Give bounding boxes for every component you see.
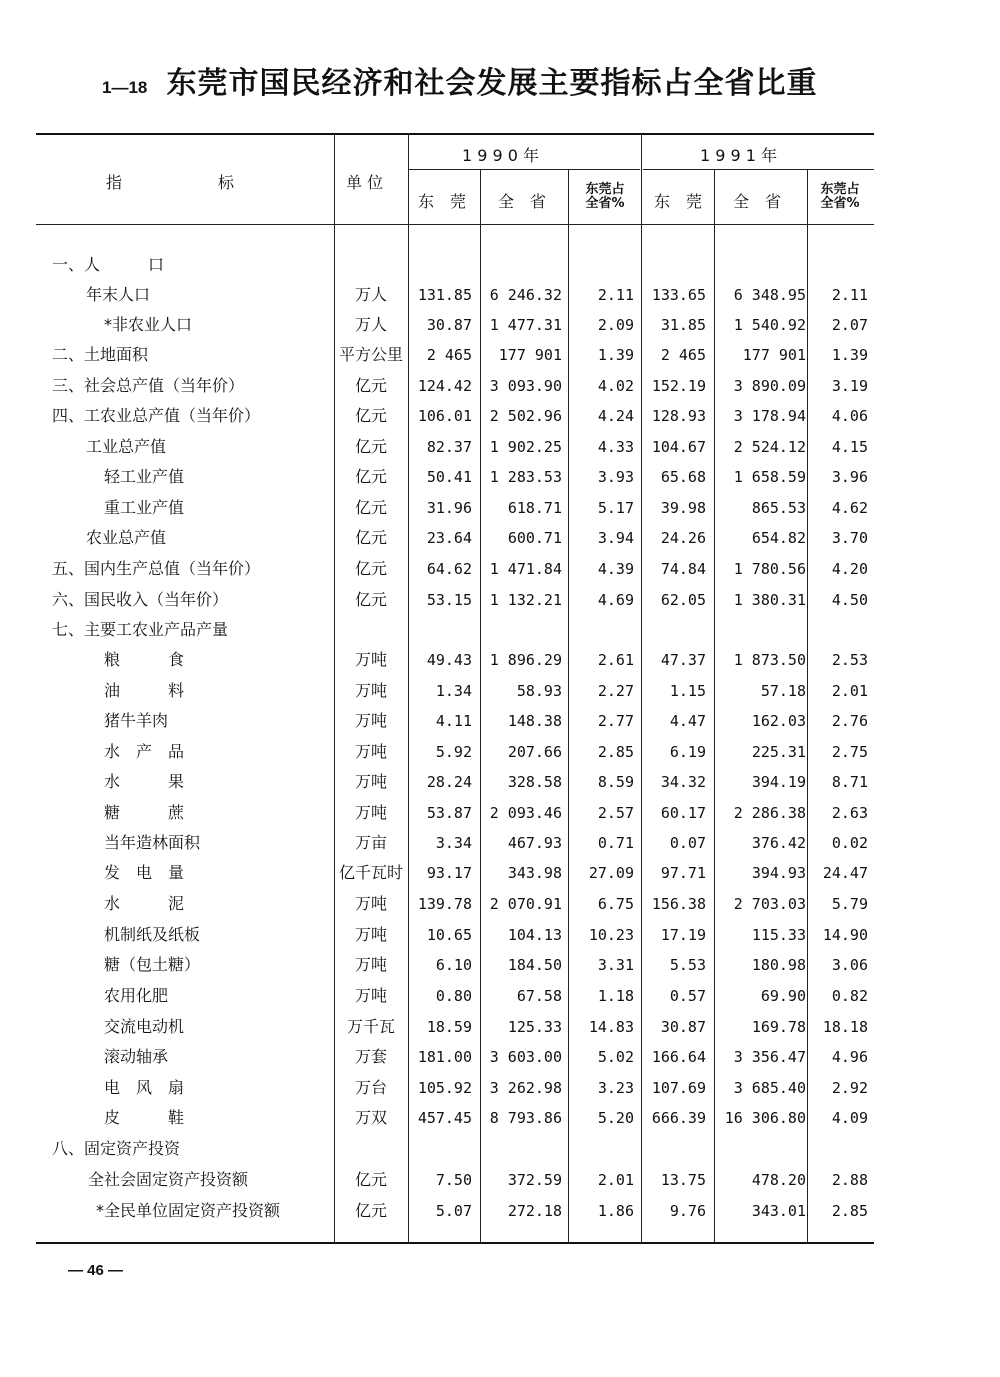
table-row bbox=[0, 284, 1000, 314]
table-row bbox=[0, 558, 1000, 588]
cell-province-1990: 2 502.96 bbox=[489, 407, 562, 425]
cell-dongguan-1991: 47.37 bbox=[660, 651, 706, 669]
header-share-1990: 东莞占 全省% bbox=[585, 182, 625, 211]
cell-dongguan-1990: 23.64 bbox=[426, 529, 472, 547]
row-label: 糖（包土糖） bbox=[104, 955, 201, 974]
cell-dongguan-1991: 4.47 bbox=[669, 712, 706, 730]
row-label: 糖 蔗 bbox=[104, 803, 185, 822]
cell-dongguan-1990: 64.62 bbox=[426, 560, 472, 578]
cell-share-1991: 2.76 bbox=[831, 712, 868, 730]
header-share-1991: 东莞占 全省% bbox=[820, 182, 860, 211]
cell-dongguan-1990: 105.92 bbox=[417, 1079, 472, 1097]
cell-dongguan-1990: 93.17 bbox=[426, 864, 472, 882]
row-label: 油 料 bbox=[104, 681, 185, 700]
cell-province-1991: 2 703.03 bbox=[733, 895, 806, 913]
cell-share-1991: 4.50 bbox=[831, 591, 868, 609]
table-row bbox=[0, 619, 1000, 649]
row-label: 农业总产值 bbox=[86, 528, 167, 547]
header-indicator: 指 标 bbox=[106, 173, 235, 192]
cell-share-1991: 8.71 bbox=[831, 773, 868, 791]
row-unit: 万吨 bbox=[354, 772, 387, 791]
cell-share-1991: 0.82 bbox=[831, 987, 868, 1005]
cell-dongguan-1991: 156.38 bbox=[651, 895, 706, 913]
row-unit: 亿千瓦时 bbox=[338, 863, 403, 882]
row-label: 年末人口 bbox=[86, 285, 151, 304]
cell-share-1990: 5.20 bbox=[597, 1109, 634, 1127]
row-label: 发 电 量 bbox=[104, 863, 185, 882]
row-unit: 万套 bbox=[354, 1047, 387, 1066]
cell-dongguan-1990: 82.37 bbox=[426, 438, 472, 456]
table-row bbox=[0, 314, 1000, 344]
cell-dongguan-1991: 107.69 bbox=[651, 1079, 706, 1097]
table-row bbox=[0, 832, 1000, 862]
cell-province-1990: 67.58 bbox=[516, 987, 562, 1005]
row-label: 猪牛羊肉 bbox=[104, 711, 169, 730]
cell-dongguan-1991: 65.68 bbox=[660, 468, 706, 486]
table-row bbox=[0, 741, 1000, 771]
cell-share-1991: 2.63 bbox=[831, 804, 868, 822]
cell-share-1990: 2.77 bbox=[597, 712, 634, 730]
row-unit: 亿元 bbox=[354, 559, 387, 578]
table-row bbox=[0, 1169, 1000, 1199]
cell-share-1990: 2.09 bbox=[597, 316, 634, 334]
cell-dongguan-1990: 1.34 bbox=[435, 682, 472, 700]
row-label: 全社会固定资产投资额 bbox=[88, 1170, 249, 1189]
cell-province-1990: 467.93 bbox=[507, 834, 562, 852]
cell-dongguan-1990: 50.41 bbox=[426, 468, 472, 486]
cell-province-1991: 2 286.38 bbox=[733, 804, 806, 822]
cell-province-1991: 1 540.92 bbox=[733, 316, 806, 334]
cell-dongguan-1990: 18.59 bbox=[426, 1018, 472, 1036]
row-label: 六、国民收入（当年价） bbox=[52, 590, 229, 609]
cell-share-1990: 3.93 bbox=[597, 468, 634, 486]
cell-share-1991: 2.88 bbox=[831, 1171, 868, 1189]
cell-share-1991: 3.19 bbox=[831, 377, 868, 395]
cell-province-1991: 225.31 bbox=[751, 743, 806, 761]
row-unit: 万台 bbox=[354, 1078, 387, 1097]
table-row bbox=[0, 893, 1000, 923]
cell-share-1991: 3.70 bbox=[831, 529, 868, 547]
cell-dongguan-1991: 17.19 bbox=[660, 926, 706, 944]
cell-share-1991: 2.53 bbox=[831, 651, 868, 669]
cell-province-1991: 1 873.50 bbox=[733, 651, 806, 669]
cell-dongguan-1990: 6.10 bbox=[435, 956, 472, 974]
cell-share-1990: 4.24 bbox=[597, 407, 634, 425]
cell-share-1991: 14.90 bbox=[822, 926, 868, 944]
cell-dongguan-1990: 4.11 bbox=[435, 712, 472, 730]
cell-dongguan-1991: 31.85 bbox=[660, 316, 706, 334]
header-unit: 单 位 bbox=[346, 173, 384, 192]
cell-province-1991: 3 685.40 bbox=[733, 1079, 806, 1097]
cell-dongguan-1990: 131.85 bbox=[417, 286, 472, 304]
cell-province-1991: 394.93 bbox=[751, 864, 806, 882]
cell-share-1991: 3.96 bbox=[831, 468, 868, 486]
year-rule-1991 bbox=[643, 169, 874, 170]
table-row bbox=[0, 1107, 1000, 1137]
cell-dongguan-1990: 30.87 bbox=[426, 316, 472, 334]
row-unit: 亿元 bbox=[354, 1170, 387, 1189]
row-unit: 万人 bbox=[354, 315, 387, 334]
table-row bbox=[0, 344, 1000, 374]
cell-dongguan-1991: 104.67 bbox=[651, 438, 706, 456]
cell-share-1991: 0.02 bbox=[831, 834, 868, 852]
cell-province-1990: 8 793.86 bbox=[489, 1109, 562, 1127]
cell-share-1991: 2.11 bbox=[831, 286, 868, 304]
cell-dongguan-1991: 2 465 bbox=[660, 346, 706, 364]
cell-province-1991: 3 890.09 bbox=[733, 377, 806, 395]
table-row bbox=[0, 254, 1000, 284]
cell-share-1990: 3.94 bbox=[597, 529, 634, 547]
cell-province-1991: 394.19 bbox=[751, 773, 806, 791]
cell-province-1991: 865.53 bbox=[751, 499, 806, 517]
row-label: 轻工业产值 bbox=[104, 467, 185, 486]
cell-province-1991: 478.20 bbox=[751, 1171, 806, 1189]
table-row bbox=[0, 710, 1000, 740]
row-unit: 万吨 bbox=[354, 803, 387, 822]
cell-province-1991: 162.03 bbox=[751, 712, 806, 730]
cell-share-1991: 18.18 bbox=[822, 1018, 868, 1036]
cell-share-1990: 2.61 bbox=[597, 651, 634, 669]
cell-province-1991: 177 901 bbox=[742, 346, 806, 364]
cell-province-1990: 1 283.53 bbox=[489, 468, 562, 486]
cell-province-1991: 376.42 bbox=[751, 834, 806, 852]
cell-share-1991: 4.15 bbox=[831, 438, 868, 456]
table-title-text: 东莞市国民经济和社会发展主要指标占全省比重 bbox=[166, 66, 818, 101]
row-label: 二、土地面积 bbox=[52, 345, 149, 364]
cell-dongguan-1990: 28.24 bbox=[426, 773, 472, 791]
cell-dongguan-1991: 39.98 bbox=[660, 499, 706, 517]
cell-province-1990: 2 093.46 bbox=[489, 804, 562, 822]
table-row bbox=[0, 862, 1000, 892]
row-unit: 亿元 bbox=[354, 528, 387, 547]
row-unit: 万人 bbox=[354, 285, 387, 304]
top-rule bbox=[36, 133, 874, 135]
cell-dongguan-1990: 106.01 bbox=[417, 407, 472, 425]
cell-dongguan-1990: 139.78 bbox=[417, 895, 472, 913]
cell-share-1991: 4.06 bbox=[831, 407, 868, 425]
row-unit: 万吨 bbox=[354, 650, 387, 669]
cell-share-1991: 2.07 bbox=[831, 316, 868, 334]
table-row bbox=[0, 802, 1000, 832]
row-label: 四、工农业总产值（当年价） bbox=[52, 406, 261, 425]
row-unit: 万双 bbox=[354, 1108, 387, 1127]
page-number: — 46 — bbox=[68, 1262, 124, 1279]
row-label: 粮 食 bbox=[104, 650, 185, 669]
cell-dongguan-1991: 60.17 bbox=[660, 804, 706, 822]
cell-share-1990: 10.23 bbox=[588, 926, 634, 944]
row-label: *非农业人口 bbox=[104, 315, 193, 334]
cell-dongguan-1990: 5.07 bbox=[435, 1202, 472, 1220]
cell-province-1991: 180.98 bbox=[751, 956, 806, 974]
cell-dongguan-1991: 0.57 bbox=[669, 987, 706, 1005]
bottom-rule bbox=[36, 1242, 874, 1244]
row-label: 当年造林面积 bbox=[104, 833, 201, 852]
table-row bbox=[0, 954, 1000, 984]
cell-province-1991: 3 356.47 bbox=[733, 1048, 806, 1066]
cell-province-1991: 1 380.31 bbox=[733, 591, 806, 609]
cell-province-1991: 343.01 bbox=[751, 1202, 806, 1220]
row-label: 皮 鞋 bbox=[104, 1108, 185, 1127]
cell-dongguan-1991: 1.15 bbox=[669, 682, 706, 700]
cell-province-1991: 1 658.59 bbox=[733, 468, 806, 486]
cell-dongguan-1991: 13.75 bbox=[660, 1171, 706, 1189]
cell-share-1991: 3.06 bbox=[831, 956, 868, 974]
row-unit: 万千瓦 bbox=[346, 1017, 395, 1036]
row-unit: 万吨 bbox=[354, 955, 387, 974]
cell-dongguan-1990: 457.45 bbox=[417, 1109, 472, 1127]
cell-dongguan-1990: 53.15 bbox=[426, 591, 472, 609]
cell-province-1990: 272.18 bbox=[507, 1202, 562, 1220]
row-unit: 亿元 bbox=[354, 437, 387, 456]
table-row bbox=[0, 1138, 1000, 1168]
row-label: 机制纸及纸板 bbox=[104, 925, 201, 944]
cell-share-1990: 2.85 bbox=[597, 743, 634, 761]
cell-share-1990: 2.57 bbox=[597, 804, 634, 822]
row-label: 交流电动机 bbox=[104, 1017, 185, 1036]
cell-province-1990: 3 093.90 bbox=[489, 377, 562, 395]
cell-share-1990: 6.75 bbox=[597, 895, 634, 913]
cell-province-1990: 148.38 bbox=[507, 712, 562, 730]
cell-province-1991: 6 348.95 bbox=[733, 286, 806, 304]
cell-province-1990: 343.98 bbox=[507, 864, 562, 882]
cell-province-1990: 125.33 bbox=[507, 1018, 562, 1036]
cell-province-1990: 177 901 bbox=[498, 346, 562, 364]
cell-share-1991: 5.79 bbox=[831, 895, 868, 913]
row-unit: 万吨 bbox=[354, 986, 387, 1005]
row-label: 重工业产值 bbox=[104, 498, 185, 517]
cell-share-1990: 2.01 bbox=[597, 1171, 634, 1189]
cell-share-1990: 8.59 bbox=[597, 773, 634, 791]
cell-share-1990: 14.83 bbox=[588, 1018, 634, 1036]
cell-province-1991: 57.18 bbox=[760, 682, 806, 700]
cell-province-1990: 1 477.31 bbox=[489, 316, 562, 334]
row-label: 一、人 口 bbox=[52, 255, 165, 274]
row-label: *全民单位固定资产投资额 bbox=[96, 1201, 281, 1220]
cell-province-1990: 184.50 bbox=[507, 956, 562, 974]
cell-dongguan-1991: 24.26 bbox=[660, 529, 706, 547]
cell-share-1991: 4.20 bbox=[831, 560, 868, 578]
table-row bbox=[0, 924, 1000, 954]
table-row bbox=[0, 497, 1000, 527]
header-province-1990: 全 省 bbox=[498, 192, 547, 211]
cell-province-1991: 69.90 bbox=[760, 987, 806, 1005]
row-label: 水 产 品 bbox=[104, 742, 185, 761]
table-row bbox=[0, 1046, 1000, 1076]
table-row bbox=[0, 466, 1000, 496]
cell-province-1990: 618.71 bbox=[507, 499, 562, 517]
row-unit: 万吨 bbox=[354, 711, 387, 730]
cell-dongguan-1991: 0.07 bbox=[669, 834, 706, 852]
cell-share-1990: 4.02 bbox=[597, 377, 634, 395]
cell-province-1990: 328.58 bbox=[507, 773, 562, 791]
year-rule-1990 bbox=[408, 169, 640, 170]
cell-dongguan-1991: 166.64 bbox=[651, 1048, 706, 1066]
cell-dongguan-1990: 3.34 bbox=[435, 834, 472, 852]
table-title bbox=[102, 58, 817, 102]
cell-share-1990: 1.86 bbox=[597, 1202, 634, 1220]
cell-share-1990: 0.71 bbox=[597, 834, 634, 852]
cell-province-1990: 3 603.00 bbox=[489, 1048, 562, 1066]
cell-share-1991: 4.96 bbox=[831, 1048, 868, 1066]
cell-province-1991: 1 780.56 bbox=[733, 560, 806, 578]
row-label: 电 风 扇 bbox=[104, 1078, 185, 1097]
cell-dongguan-1990: 181.00 bbox=[417, 1048, 472, 1066]
table-row bbox=[0, 405, 1000, 435]
cell-share-1990: 1.18 bbox=[597, 987, 634, 1005]
cell-dongguan-1990: 49.43 bbox=[426, 651, 472, 669]
cell-share-1990: 3.31 bbox=[597, 956, 634, 974]
cell-dongguan-1991: 133.65 bbox=[651, 286, 706, 304]
cell-dongguan-1990: 10.65 bbox=[426, 926, 472, 944]
row-label: 水 泥 bbox=[104, 894, 185, 913]
cell-province-1990: 1 896.29 bbox=[489, 651, 562, 669]
cell-dongguan-1990: 124.42 bbox=[417, 377, 472, 395]
cell-dongguan-1991: 34.32 bbox=[660, 773, 706, 791]
cell-share-1990: 4.39 bbox=[597, 560, 634, 578]
cell-share-1991: 4.09 bbox=[831, 1109, 868, 1127]
row-label: 农用化肥 bbox=[104, 986, 169, 1005]
row-label: 七、主要工农业产品产量 bbox=[52, 620, 229, 639]
row-unit: 亿元 bbox=[354, 406, 387, 425]
cell-share-1990: 1.39 bbox=[597, 346, 634, 364]
table-row bbox=[0, 771, 1000, 801]
cell-dongguan-1991: 74.84 bbox=[660, 560, 706, 578]
cell-province-1990: 372.59 bbox=[507, 1171, 562, 1189]
header-year-1991: 1 9 9 1 年 bbox=[700, 146, 778, 165]
table-row bbox=[0, 649, 1000, 679]
cell-share-1990: 5.17 bbox=[597, 499, 634, 517]
cell-province-1990: 2 070.91 bbox=[489, 895, 562, 913]
table-row bbox=[0, 1200, 1000, 1230]
row-label: 八、固定资产投资 bbox=[52, 1139, 181, 1158]
cell-share-1990: 4.33 bbox=[597, 438, 634, 456]
row-unit: 亿元 bbox=[354, 467, 387, 486]
cell-dongguan-1990: 2 465 bbox=[426, 346, 472, 364]
table-row bbox=[0, 589, 1000, 619]
row-unit: 亿元 bbox=[354, 376, 387, 395]
table-row bbox=[0, 375, 1000, 405]
cell-province-1990: 6 246.32 bbox=[489, 286, 562, 304]
row-label: 五、国内生产总值（当年价） bbox=[52, 559, 261, 578]
cell-province-1991: 16 306.80 bbox=[724, 1109, 806, 1127]
cell-share-1991: 2.92 bbox=[831, 1079, 868, 1097]
row-unit: 亿元 bbox=[354, 590, 387, 609]
cell-dongguan-1990: 53.87 bbox=[426, 804, 472, 822]
header-province-1991: 全 省 bbox=[733, 192, 782, 211]
row-label: 三、社会总产值（当年价） bbox=[52, 376, 245, 395]
cell-share-1990: 27.09 bbox=[588, 864, 634, 882]
cell-province-1990: 58.93 bbox=[516, 682, 562, 700]
cell-dongguan-1991: 5.53 bbox=[669, 956, 706, 974]
cell-share-1991: 1.39 bbox=[831, 346, 868, 364]
cell-dongguan-1990: 7.50 bbox=[435, 1171, 472, 1189]
row-unit: 万吨 bbox=[354, 925, 387, 944]
cell-share-1990: 3.23 bbox=[597, 1079, 634, 1097]
cell-province-1990: 600.71 bbox=[507, 529, 562, 547]
cell-share-1991: 2.75 bbox=[831, 743, 868, 761]
cell-dongguan-1990: 0.80 bbox=[435, 987, 472, 1005]
row-label: 工业总产值 bbox=[86, 437, 167, 456]
cell-province-1990: 104.13 bbox=[507, 926, 562, 944]
table-row bbox=[0, 527, 1000, 557]
cell-dongguan-1991: 30.87 bbox=[660, 1018, 706, 1036]
cell-share-1991: 24.47 bbox=[822, 864, 868, 882]
cell-dongguan-1990: 5.92 bbox=[435, 743, 472, 761]
table-row bbox=[0, 436, 1000, 466]
row-unit: 平方公里 bbox=[338, 345, 403, 364]
row-unit: 万亩 bbox=[354, 833, 387, 852]
cell-share-1991: 4.62 bbox=[831, 499, 868, 517]
cell-province-1990: 3 262.98 bbox=[489, 1079, 562, 1097]
cell-dongguan-1991: 97.71 bbox=[660, 864, 706, 882]
cell-share-1990: 5.02 bbox=[597, 1048, 634, 1066]
cell-share-1990: 2.11 bbox=[597, 286, 634, 304]
cell-share-1990: 2.27 bbox=[597, 682, 634, 700]
table-row bbox=[0, 985, 1000, 1015]
row-unit: 万吨 bbox=[354, 894, 387, 913]
cell-dongguan-1991: 666.39 bbox=[651, 1109, 706, 1127]
cell-province-1990: 1 471.84 bbox=[489, 560, 562, 578]
cell-province-1990: 1 902.25 bbox=[489, 438, 562, 456]
cell-dongguan-1991: 128.93 bbox=[651, 407, 706, 425]
table-row bbox=[0, 1016, 1000, 1046]
header-year-1990: 1 9 9 0 年 bbox=[462, 146, 540, 165]
cell-share-1990: 4.69 bbox=[597, 591, 634, 609]
cell-province-1990: 207.66 bbox=[507, 743, 562, 761]
cell-dongguan-1991: 152.19 bbox=[651, 377, 706, 395]
cell-province-1990: 1 132.21 bbox=[489, 591, 562, 609]
cell-province-1991: 2 524.12 bbox=[733, 438, 806, 456]
row-unit: 万吨 bbox=[354, 742, 387, 761]
cell-share-1991: 2.85 bbox=[831, 1202, 868, 1220]
cell-province-1991: 169.78 bbox=[751, 1018, 806, 1036]
row-label: 水 果 bbox=[104, 772, 185, 791]
cell-dongguan-1991: 6.19 bbox=[669, 743, 706, 761]
cell-share-1991: 2.01 bbox=[831, 682, 868, 700]
cell-province-1991: 3 178.94 bbox=[733, 407, 806, 425]
header-dongguan-1991: 东 莞 bbox=[654, 192, 703, 211]
row-unit: 亿元 bbox=[354, 1201, 387, 1220]
row-label: 滚动轴承 bbox=[104, 1047, 169, 1066]
table-number: 1—18 bbox=[102, 78, 148, 97]
table-row bbox=[0, 1077, 1000, 1107]
header-bottom-rule bbox=[36, 224, 874, 225]
cell-province-1991: 654.82 bbox=[751, 529, 806, 547]
cell-dongguan-1991: 62.05 bbox=[660, 591, 706, 609]
cell-province-1991: 115.33 bbox=[751, 926, 806, 944]
cell-dongguan-1991: 9.76 bbox=[669, 1202, 706, 1220]
table-row bbox=[0, 680, 1000, 710]
header-dongguan-1990: 东 莞 bbox=[418, 192, 467, 211]
cell-dongguan-1990: 31.96 bbox=[426, 499, 472, 517]
row-unit: 亿元 bbox=[354, 498, 387, 517]
row-unit: 万吨 bbox=[354, 681, 387, 700]
